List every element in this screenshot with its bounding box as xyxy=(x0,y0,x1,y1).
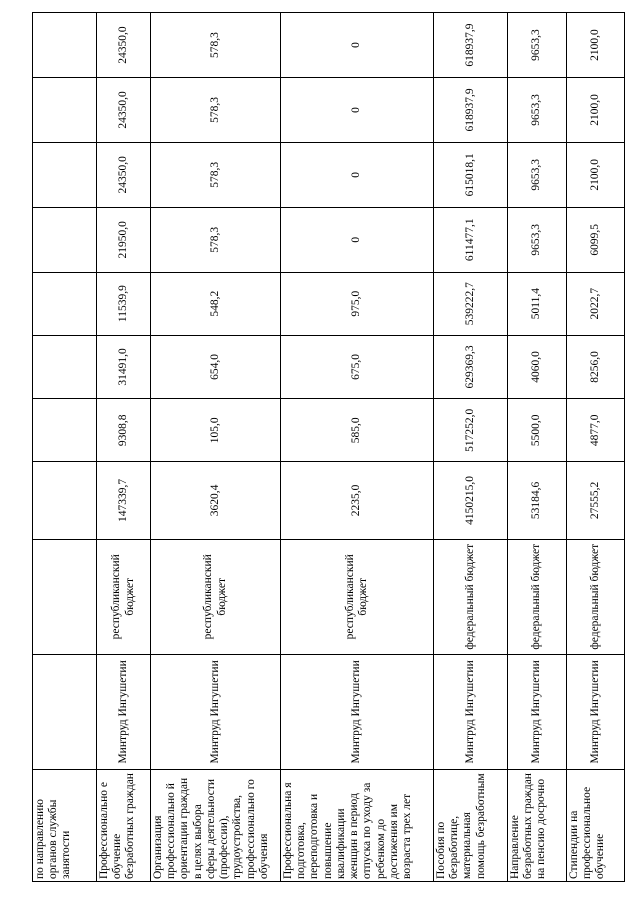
value-cell xyxy=(33,462,97,539)
value-cell: 578,3 xyxy=(151,13,281,78)
table-row xyxy=(151,13,281,882)
funding-source-cell: федеральный бюджет xyxy=(567,539,625,654)
value-cell: 675,0 xyxy=(281,335,434,399)
measure-name-cell: Организация профессионально й ориентации граждан в целях выбора сферы деятельности (профессии), трудоустройства, профессионально го обучения xyxy=(151,769,281,881)
value-cell xyxy=(33,142,97,207)
value-cell: 2022,7 xyxy=(567,272,625,335)
value-cell: 2100,0 xyxy=(567,142,625,207)
value-cell: 24350,0 xyxy=(97,142,151,207)
value-cell: 27555,2 xyxy=(567,462,625,539)
value-cell: 2100,0 xyxy=(567,13,625,78)
funding-source-cell: республиканский бюджет xyxy=(97,539,151,654)
value-cell: 618937,9 xyxy=(434,78,508,143)
value-cell: 615018,1 xyxy=(434,142,508,207)
value-cell: 6099,5 xyxy=(567,207,625,272)
funding-source-cell: республиканский бюджет xyxy=(281,539,434,654)
value-cell: 147339,7 xyxy=(97,462,151,539)
funding-source-cell: республиканский бюджет xyxy=(151,539,281,654)
measure-name-cell: по направлению органов службы занятости xyxy=(33,769,97,881)
value-cell: 31491,0 xyxy=(97,335,151,399)
value-cell: 8256,0 xyxy=(567,335,625,399)
value-cell: 24350,0 xyxy=(97,78,151,143)
table-row xyxy=(33,13,97,882)
value-cell: 0 xyxy=(281,142,434,207)
value-cell: 578,3 xyxy=(151,142,281,207)
value-cell: 9653,3 xyxy=(508,78,567,143)
funding-source-cell xyxy=(33,539,97,654)
value-cell: 548,2 xyxy=(151,272,281,335)
executor-cell: Минтруд Ингушетии xyxy=(508,654,567,769)
table-row xyxy=(97,13,151,882)
executor-cell: Минтруд Ингушетии xyxy=(281,654,434,769)
measure-name-cell: Профессионально е обучение безработных граждан xyxy=(97,769,151,881)
executor-cell: Минтруд Ингушетии xyxy=(567,654,625,769)
value-cell: 4060,0 xyxy=(508,335,567,399)
rotated-page xyxy=(32,12,612,882)
value-cell: 539222,7 xyxy=(434,272,508,335)
executor-cell: Минтруд Ингушетии xyxy=(151,654,281,769)
value-cell: 24350,0 xyxy=(97,13,151,78)
measure-name-cell: Стипендии на профессиональное обучение xyxy=(567,769,625,881)
value-cell: 4877,0 xyxy=(567,399,625,462)
value-cell: 5500,0 xyxy=(508,399,567,462)
value-cell: 578,3 xyxy=(151,78,281,143)
value-cell: 0 xyxy=(281,78,434,143)
value-cell: 9653,3 xyxy=(508,13,567,78)
value-cell: 53184,6 xyxy=(508,462,567,539)
table-row xyxy=(508,13,567,882)
value-cell: 9653,3 xyxy=(508,142,567,207)
value-cell: 585,0 xyxy=(281,399,434,462)
value-cell: 975,0 xyxy=(281,272,434,335)
value-cell: 9653,3 xyxy=(508,207,567,272)
measure-name-cell: Направление безработных граждан на пенсию досрочно xyxy=(508,769,567,881)
value-cell: 654,0 xyxy=(151,335,281,399)
table-body xyxy=(33,13,625,882)
funding-source-cell: федеральный бюджет xyxy=(508,539,567,654)
value-cell: 0 xyxy=(281,207,434,272)
value-cell: 611477,1 xyxy=(434,207,508,272)
table-row xyxy=(281,13,434,882)
value-cell xyxy=(33,13,97,78)
measure-name-cell: Пособия по безработице, материальная помощь безработным xyxy=(434,769,508,881)
measure-name-cell: Профессиональна я подготовка, переподготовка и повышение квалификации женщин в период отпуска по уходу за ребенком до достижения им возраста трех лет xyxy=(281,769,434,881)
value-cell: 4150215,0 xyxy=(434,462,508,539)
value-cell xyxy=(33,399,97,462)
value-cell: 2100,0 xyxy=(567,78,625,143)
table-row xyxy=(434,13,508,882)
executor-cell: Минтруд Ингушетии xyxy=(97,654,151,769)
executor-cell: Минтруд Ингушетии xyxy=(434,654,508,769)
value-cell: 11539,9 xyxy=(97,272,151,335)
value-cell: 578,3 xyxy=(151,207,281,272)
value-cell: 5011,4 xyxy=(508,272,567,335)
value-cell: 618937,9 xyxy=(434,13,508,78)
value-cell: 105,0 xyxy=(151,399,281,462)
value-cell xyxy=(33,207,97,272)
value-cell: 517252,0 xyxy=(434,399,508,462)
value-cell xyxy=(33,272,97,335)
table-row xyxy=(567,13,625,882)
executor-cell xyxy=(33,654,97,769)
value-cell: 9308,8 xyxy=(97,399,151,462)
value-cell: 3620,4 xyxy=(151,462,281,539)
funding-source-cell: федеральный бюджет xyxy=(434,539,508,654)
value-cell: 21950,0 xyxy=(97,207,151,272)
value-cell: 2235,0 xyxy=(281,462,434,539)
value-cell xyxy=(33,78,97,143)
value-cell xyxy=(33,335,97,399)
budget-table xyxy=(32,12,625,882)
value-cell: 629369,3 xyxy=(434,335,508,399)
value-cell: 0 xyxy=(281,13,434,78)
